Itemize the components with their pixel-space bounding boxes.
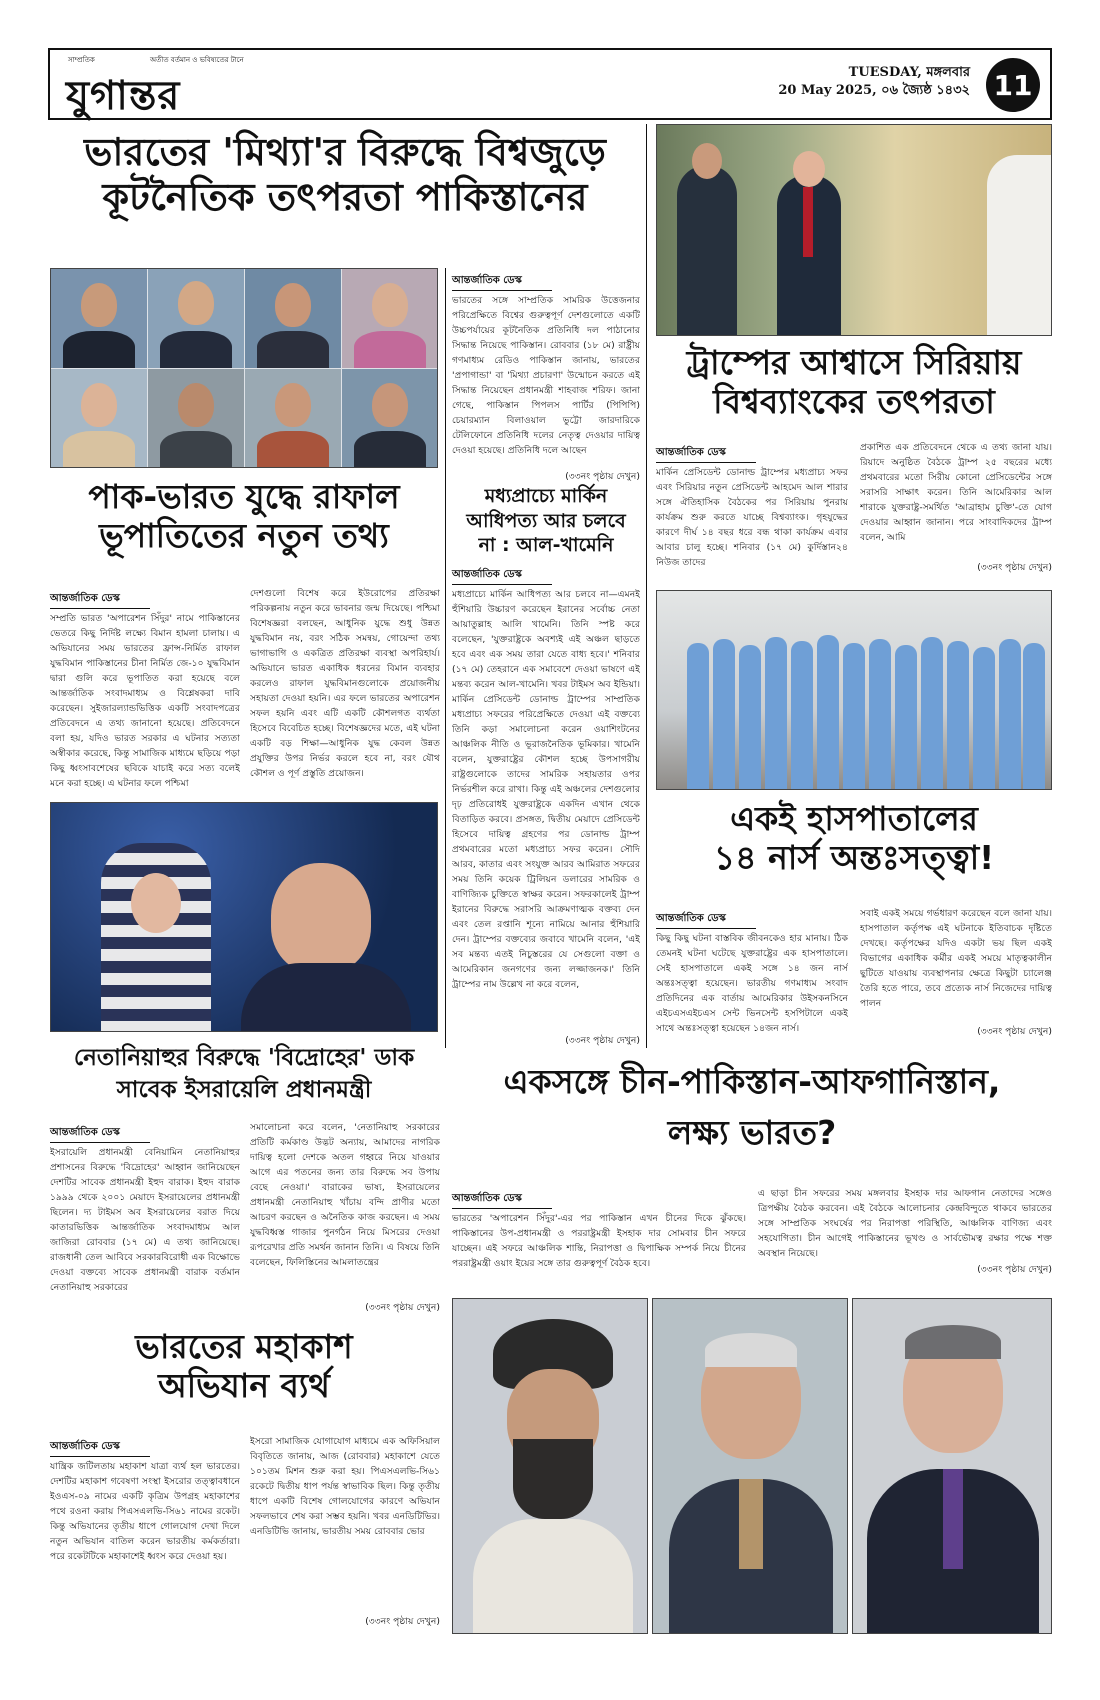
story2-body-col2	[860, 440, 1052, 580]
portrait-4	[342, 269, 438, 368]
desk-label: আন্তর্জাতিক ডেস্ক	[452, 273, 552, 291]
story7-headline-line1: একসঙ্গে চীন-পাকিস্তান-আফগানিস্তান,	[503, 1062, 1001, 1101]
newspaper-logo	[60, 54, 300, 119]
story5-headline-line1: একই হাসপাতালের	[730, 799, 978, 838]
story2-headline-line1: ট্রাম্পের আশ্বাসে সিরিয়ায়	[686, 343, 1022, 382]
story4-body	[452, 562, 640, 1048]
story8-body-col1-text: যান্ত্রিক জটিলতায় মহাকাশ যাত্রা ব্যর্থ হল ভারতের। দেশটির মহাকাশ গবেষণা সংস্থা ইসরোর তত্ত্বাবধানে ইওএস-০৯ নামের একটি কৃত্রিম উপগ্রহ মহাকাশের পথে রওনা করায় পিএসএলভি-সি৬১ নামের রকেট। কিন্তু অভিযানের তৃতীয় ধাপে গোলযোগ দেখা দিলে নতুন অভিযান বাতিল করেন ভারতীয় কর্মকর্তারা। পরে রকেটটিকে মহাকাশেই ধ্বংস করে দেওয়া হয়।	[50, 1461, 240, 1562]
story8-continued: (৩৩নং পৃষ্ঠায় দেখুন)	[365, 1616, 440, 1627]
desk-label: আন্তর্জাতিক ডেস্ক	[452, 1191, 552, 1209]
story8-body-col2	[250, 1434, 440, 1634]
portrait-2	[148, 269, 244, 368]
portrait-5	[51, 369, 147, 468]
story6-body-col1-text: ইসরায়েলি প্রধানমন্ত্রী বেনিয়ামিন নেতানিয়াহুর প্রশাসনের বিরুদ্ধে 'বিদ্রোহের' আহ্বান জানিয়েছেন দেশটির সাবেক প্রধানমন্ত্রী ইহুদ বারাক। ইহুদ বারাক ১৯৯৯ থেকে ২০০১ মেয়াদে ইসরায়েলের প্রধানমন্ত্রী ছিলেন। দ্য টাইমস অব ইসরায়েলের বরাত দিয়ে কাতারভিত্তিক আন্তর্জাতিক সংবাদমাধ্যম আল জাজিরা রোববার (১৭ মে) এ তথ্য জানিয়েছে। রাজধানী তেল আবিবে সরকারবিরোধী এক বিক্ষোভে দেওয়া বক্তব্যে সাবেক প্রধানমন্ত্রী বারাক বর্তমান নেতানিয়াহু সরকারের	[50, 1147, 240, 1293]
dateline-date: 20 May 2025, ০৬ জ্যৈষ্ঠ ১৪৩২	[778, 83, 970, 98]
desk-label: আন্তর্জাতিক ডেস্ক	[656, 911, 756, 929]
story7-photo-middle	[652, 1298, 848, 1634]
story5-continued: (৩৩নং পৃষ্ঠায় দেখুন)	[977, 1026, 1052, 1037]
column-rule	[445, 268, 446, 1048]
story4-body-text: মধ্যপ্রাচ্যে মার্কিন আধিপত্য আর চলবে না—এমনই হুঁশিয়ারি উচ্চারণ করেছেন ইরানের সর্বোচ্চ নেতা আয়াতুল্লাহ আলি খামেনি। তিনি স্পষ্ট করে বলেছেন, 'যুক্তরাষ্ট্রকে অবশ্যই এই অঞ্চল ছাড়তে হবে এবং এক সময় তারা যেতে বাধ্য হবে।' শনিবার (১৭ মে) তেহরানে এক সমাবেশে দেওয়া ভাষণে এই মন্তব্য করেন আল-খামেনি। খবর টাইমস অব ইন্ডিয়া। মার্কিন প্রেসিডেন্ট ডোনাল্ড ট্রাম্পের সাম্প্রতিক মধ্যপ্রাচ্য সফরের পরিপ্রেক্ষিতে দেওয়া এই বক্তব্যে তিনি কড়া সমালোচনা করেন ওয়াশিংটনের আঞ্চলিক নীতি ও ভূরাজনৈতিক ভূমিকার। খামেনি বলেন, যুক্তরাষ্ট্রের কৌশল হচ্ছে উপসাগরীয় রাষ্ট্রগুলোকে তাদের সামরিক সহায়তার ওপর নির্ভরশীল করে রাখা। কিন্তু এই অঞ্চলের দেশগুলোর দৃঢ় প্রতিরোধই যুক্তরাষ্ট্রকে একদিন এখান থেকে বিতাড়িত করবে। প্রসঙ্গত, দ্বিতীয় মেয়াদে প্রেসিডেন্ট হিসেবে দায়িত্ব গ্রহণের পর ডোনাল্ড ট্রাম্প প্রথমবারের মতো মধ্যপ্রাচ্য সফর করেন। সৌদি আরব, কাতার এবং সংযুক্ত আরব আমিরাত সফরের সময় তিনি কয়েক ট্রিলিয়ন ডলারের সামরিক ও বাণিজ্যিক চুক্তিতে স্বাক্ষর করেন। সফরকালেই ট্রাম্প ইরানের বিরুদ্ধে সরাসরি আক্রমণাত্মক বক্তব্য দেন এবং তেল রপ্তানি শূন্যে নামিয়ে আনার হুঁশিয়ারি দেন। ট্রাম্পের বক্তব্যের জবাবে খামেনি বলেন, 'এই সব মন্তব্য এতই নিচুস্তরের যে সেগুলো বক্তা ও আমেরিকান জনগণের জন্য লজ্জাজনক।' তিনি ট্রাম্পের নাম উল্লেখ না করে বলেন,	[452, 589, 640, 990]
story2-body-col1	[656, 440, 848, 580]
story3-headline	[50, 478, 438, 556]
column-rule	[646, 124, 647, 1048]
portrait-3	[245, 269, 341, 368]
story7-photo-right	[852, 1298, 1052, 1634]
logo-tagline-left: সাম্প্রতিক	[68, 56, 95, 64]
portrait-6	[148, 369, 244, 468]
desk-label: আন্তর্জাতিক ডেস্ক	[50, 1125, 150, 1143]
story2-headline	[656, 344, 1052, 422]
story5-body-col1-text: কিছু কিছু ঘটনা বাস্তবিক জীবনকেও হার মানায়। ঠিক তেমনই ঘটনা ঘটেছে যুক্তরাষ্ট্রের এক হাসপাতালে। সেই হাসপাতালে একই সঙ্গে ১৪ জন নার্স অন্তঃসত্ত্বা হয়েছেন। ভারতীয় গণমাধ্যম সংবাদ প্রতিদিনের এক বার্তায় আমেরিকার উইসকনসিনে এইচএসএইচএস সেন্ট ভিনসেন্ট হসপিটালে একই সাথে অন্তঃসত্ত্বা হয়েছেন ১৪জন নার্স।	[656, 933, 848, 1034]
story1-body	[452, 268, 640, 482]
story2-body-col1-text: মার্কিন প্রেসিডেন্ট ডোনাল্ড ট্রাম্পের মধ্যপ্রাচ্য সফর এবং সিরিয়ার নতুন প্রেসিডেন্ট আহমেদ আল শারার সঙ্গে ঐতিহাসিক বৈঠকের পর সিরিয়ায় পুনরায় কার্যক্রম শুরু করতে যাচ্ছে বিশ্বব্যাংক। গৃহযুদ্ধের কারণে দীর্ঘ ১৪ বছর ধরে বন্ধ থাকা কার্যক্রম এবার আবার চালু হচ্ছে। শনিবার (১৭ মে) কুর্দিস্তান২৪ নিউজ তাদের	[656, 467, 848, 568]
story7-photo-left	[452, 1298, 648, 1634]
dateline-day: TUESDAY, মঙ্গলবার	[848, 65, 970, 80]
story6-body-col2-text: সমালোচনা করে বলেন, 'নেতানিয়াহু সরকারের প্রতিটি কর্মকাণ্ড উদ্ভট অন্যায়, আমাদের নাগরিক দায়িত্ব হলো দেশকে অতল গহ্বরে নিয়ে যাওয়ার আগে এর পতনের জন্য তার বিরুদ্ধে সব উপায় বেছে নেওয়া।' বারাকের ভাষ্য, ইসরায়েলের প্রধানমন্ত্রী নেতানিয়াহু খাঁচায় বন্দি প্রাণীর মতো আচরণ করছেন ও অনৈতিক কাজ করছেন। এ সময় যুদ্ধবিধ্বস্ত গাজার পুনর্গঠন নিয়ে মিসরের দেওয়া রূপরেখার প্রতি সমর্থন জানান তিনি। এ বিষয়ে তিনি বলেছেন, ফিলিস্তিনের আমলাতন্ত্রের	[250, 1122, 440, 1268]
story4-headline-line1: মধ্যপ্রাচ্যে মার্কিন	[484, 485, 608, 507]
story5-body-col2-text: সবাই একই সময়ে গর্ভধারণ করেছেন বলে জানা যায়। হাসপাতাল কর্তৃপক্ষ এই ঘটনাকে ইতিবাচক দৃষ্টিতে দেখছে। কর্তৃপক্ষের যদিও একটা ভয় ছিল একই বিভাগের একাধিক কর্মীর একই সময়ে মাতৃত্বকালীন ছুটিতে যাওয়ায় ব্যবস্থাপনার ক্ষেত্রে কিছুটা চ্যালেঞ্জ তৈরি হতে পারে, তবে প্রত্যেক নার্স নিজেদের দায়িত্ব পালন	[860, 908, 1052, 1009]
story6-headline-line1: নেতানিয়াহুর বিরুদ্ধে 'বিদ্রোহের' ডাক	[73, 1045, 415, 1071]
story7-headline	[452, 1056, 1052, 1158]
story6-headline	[50, 1042, 438, 1106]
story6-body-col1	[50, 1120, 240, 1316]
story6-barak-photo	[50, 802, 438, 1032]
story5-headline-line2: ১৪ নার্স অন্তঃসত্ত্বা!	[713, 837, 995, 877]
story3-body-col1-text: সম্প্রতি ভারত 'অপারেশন সিঁদুর' নামে পাকিস্তানের ভেতরে কিছু নির্দিষ্ট লক্ষ্যে বিমান হামলা চালায়। এ অভিযানের সময় ভারতের ফ্রান্স-নির্মিত রাফাল যুদ্ধবিমান পাকিস্তানের চীনা নির্মিত জে-১০ যুদ্ধবিমান দ্বারা গুলি করে ভূপাতিত করা হয়েছে বলে আন্তর্জাতিক সংবাদমাধ্যম ও বিশ্লেষকরা দাবি করেছেন। সুইজারল্যান্ডভিত্তিক একটি সংবাদপত্রের প্রতিবেদনে এ তথ্য জানানো হয়েছে। প্রতিবেদনে বলা হয়, যদিও ভারত সরকার এ ঘটনার সত্যতা অস্বীকার করেছে, কিন্তু সামাজিক মাধ্যমে ছড়িয়ে পড়া কিছু ধ্বংসাবশেষের ছবিকে যাচাই করে সত্য বলেই মনে করা হচ্ছে। এ ঘটনার ফলে পশ্চিমা	[50, 613, 240, 789]
story8-body-col1	[50, 1434, 240, 1634]
story8-headline-line2: অভিযান ব্যর্থ	[158, 1365, 330, 1405]
story4-headline	[452, 484, 640, 558]
story7-body-col2-text: এ ছাড়া চীন সফরের সময় মঙ্গলবার ইসহাক দার আফগান নেতাদের সঙ্গেও ত্রিপক্ষীয় বৈঠক করবেন। এই বৈঠকে আলোচনার কেন্দ্রবিন্দুতে থাকবে ভারতের সঙ্গে সাম্প্রতিক সংঘর্ষের পর নিরাপত্তা পরিস্থিতি, আঞ্চলিক বাণিজ্য এবং সহযোগিতা। চীন আগেই পাকিস্তানের ভূখণ্ড ও সার্বভৌমত্ব রক্ষার পক্ষে শক্ত অবস্থান নিয়েছে।	[758, 1188, 1052, 1259]
story2-headline-line2: বিশ্বব্যাংকের তৎপরতা	[713, 381, 995, 421]
portrait-8	[342, 369, 438, 468]
desk-label: আন্তর্জাতিক ডেস্ক	[50, 591, 150, 609]
story1-continued: (৩৩নং পৃষ্ঠায় দেখুন)	[565, 471, 640, 482]
portrait-7	[245, 369, 341, 468]
story5-headline	[656, 800, 1052, 878]
story1-headline	[50, 130, 640, 220]
story4-continued: (৩৩নং পৃষ্ঠায় দেখুন)	[565, 1035, 640, 1046]
story4-headline-line3: না : আল-খামেনি	[478, 534, 614, 557]
story5-nurses-photo	[656, 590, 1052, 790]
desk-label: আন্তর্জাতিক ডেস্ক	[50, 1439, 150, 1457]
story8-headline-line1: ভারতের মহাকাশ	[135, 1327, 353, 1366]
story3-body-col2-text: দেশগুলো বিশেষ করে ইউরোপের প্রতিরক্ষা পরিকল্পনায় নতুন করে ভাবনার জন্ম দিয়েছে। পশ্চিমা বিশেষজ্ঞরা বলছেন, আধুনিক যুদ্ধে শুধু উন্নত যুদ্ধবিমান নয়, বরং সঠিক সমন্বয়, গোয়েন্দা তথ্য ভাগাভাগি ও একত্রিত প্রতিরক্ষা ব্যবস্থা অপরিহার্য। অভিযানে ভারত একাধিক ধরনের বিমান ব্যবহার করলেও রাফাল যুদ্ধবিমানগুলোকে প্রয়োজনীয় সহায়তা দেওয়া হয়নি। এর ফলে ভারতের অপারেশন সফল হয়নি এবং এটি একটি কৌশলগত ব্যর্থতা হিসেবে বিবেচিত হচ্ছে। বিশেষজ্ঞদের মতে, এই ঘটনা একটি বড় শিক্ষা—আধুনিক যুদ্ধ কেবল উন্নত প্রযুক্তির উপর নির্ভর করলে হবে না, বরং যৌথ কৌশল ও পূর্ণ প্রস্তুতি প্রয়োজন।	[250, 588, 440, 779]
portrait-1	[51, 269, 147, 368]
story3-headline-line2: ভূপাতিতের নতুন তথ্য	[99, 515, 389, 555]
story6-continued: (৩৩নং পৃষ্ঠায় দেখুন)	[365, 1302, 440, 1313]
story7-continued: (৩৩নং পৃষ্ঠায় দেখুন)	[977, 1264, 1052, 1275]
story3-body-col2	[250, 586, 440, 792]
story8-body-col2-text: ইসরো সামাজিক যোগাযোগ মাধ্যমে এক অফিসিয়াল বিবৃতিতে জানায়, আজ (রোববার) মহাকাশে যেতে ১০১তম মিশন শুরু করা হয়। পিএসএলভি-সি৬১ রকেটে দ্বিতীয় ধাপ পর্যন্ত স্বাভাবিক ছিল। কিন্তু তৃতীয় ধাপে একটি বিশেষ গোলযোগের কারণে অভিযান সফলভাবে শেষ করা সম্ভব হয়নি। খবর এনডিটিভির। এনডিটিভি জানায়, ভারতীয় সময় রোববার ভোর	[250, 1436, 440, 1537]
story5-body-col2	[860, 906, 1052, 1042]
desk-label: আন্তর্জাতিক ডেস্ক	[452, 567, 552, 585]
story3-body-col1	[50, 586, 240, 792]
dateline	[778, 64, 970, 100]
story1-body-text: ভারতের সঙ্গে সাম্প্রতিক সামরিক উত্তেজনার পরিপ্রেক্ষিতে বিশ্বের গুরুত্বপূর্ণ দেশগুলোতে একটি উচ্চপর্যায়ের কূটনৈতিক প্রতিনিধি দল পাঠানোর সিদ্ধান্ত নিয়েছে পাকিস্তান। রোববার (১৮ মে) রাষ্ট্রীয় গণমাধ্যম রেডিও পাকিস্তান জানায়, ভারতের 'প্রপাগান্ডা' বা 'মিথ্যা প্রচারণা' উন্মোচন করতে এই সিদ্ধান্ত নিয়েছেন প্রধানমন্ত্রী শাহবাজ শরিফ। জানা গেছে, পাকিস্তান পিপলস পার্টির (পিপিপি) চেয়ারম্যান বিলাওয়াল ভুট্টো জারদারিকে টেলিফোনে প্রতিনিধি দলের নেতৃত্ব দেওয়ার দায়িত্ব দেওয়া হয়েছে। প্রতিনিধি দলে আছেন	[452, 295, 640, 456]
story6-headline-line2: সাবেক ইসরায়েলি প্রধানমন্ত্রী	[116, 1077, 372, 1104]
story6-body-col2	[250, 1120, 440, 1316]
story2-continued: (৩৩নং পৃষ্ঠায় দেখুন)	[977, 562, 1052, 573]
story1-headline-line1: ভারতের 'মিথ্যা'র বিরুদ্ধে বিশ্বজুড়ে	[84, 130, 606, 174]
story7-body-col1	[452, 1186, 746, 1282]
story3-headline-line1: পাক-ভারত যুদ্ধে রাফাল	[88, 477, 400, 516]
logo-text: যুগান্তর	[66, 73, 181, 119]
story4-headline-line2: আধিপত্য আর চলবে	[466, 509, 626, 532]
page-number-badge: 11	[986, 58, 1040, 112]
story2-body-col2-text: প্রকাশিত এক প্রতিবেদনে থেকে এ তথ্য জানা যায়। রিয়াদে অনুষ্ঠিত বৈঠকে ট্রাম্প ২৫ বছরের মধ্যে প্রথমবারের মতো সিরীয় কোনো প্রেসিডেন্টের সঙ্গে সরাসরি সাক্ষাৎ করেন। তিনি আমেরিকার আল শারাকে যুক্তরাষ্ট্র-সমর্থিত 'আব্রাহাম চুক্তি'-তে যোগ দেওয়ার আহ্বান জানান। পরে সাংবাদিকদের ট্রাম্প বলেন, আমি	[860, 442, 1052, 543]
story2-trump-photo	[656, 124, 1052, 336]
story1-delegation-photo-grid	[50, 268, 438, 468]
story1-headline-line2: কূটনৈতিক তৎপরতা পাকিস্তানের	[102, 174, 588, 219]
story5-body-col1	[656, 906, 848, 1042]
logo-tagline-right: অতীত বর্তমান ও ভবিষ্যতের টানে	[150, 56, 244, 64]
story7-body-col1-text: ভারতের 'অপারেশন সিঁদুর'-এর পর পাকিস্তান এখন চীনের দিকে ঝুঁকছে। পাকিস্তানের উপ-প্রধানমন্ত্রী ও পররাষ্ট্রমন্ত্রী ইসহাক দার সোমবার চীন সফরে যাচ্ছেন। এই সফরে আঞ্চলিক শান্তি, নিরাপত্তা ও দ্বিপাক্ষিক সম্পর্ক নিয়ে চীনের পররাষ্ট্রমন্ত্রী ওয়াং ইয়ের সঙ্গে তার গুরুত্বপূর্ণ বৈঠক হবে।	[452, 1213, 746, 1269]
story8-headline	[50, 1328, 438, 1406]
masthead	[48, 48, 1052, 120]
story7-headline-line2: লক্ষ্য ভারত?	[667, 1113, 837, 1153]
desk-label: আন্তর্জাতিক ডেস্ক	[656, 445, 756, 463]
story7-body-col2	[758, 1186, 1052, 1282]
